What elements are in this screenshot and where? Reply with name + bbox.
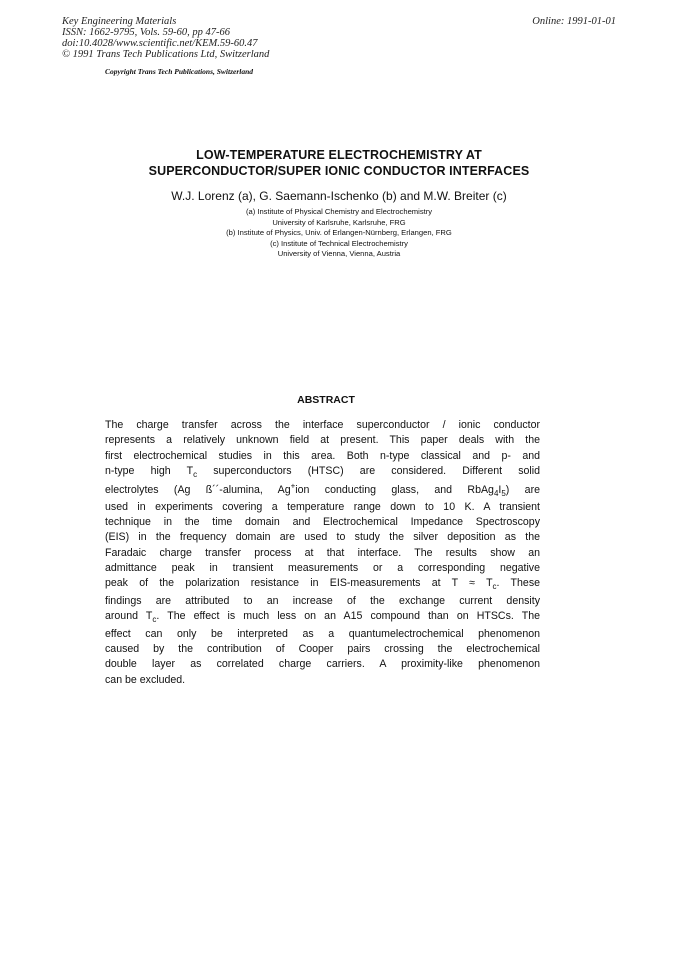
abstract-line: can be excluded.	[105, 673, 186, 686]
journal-header	[62, 16, 269, 60]
affiliation-line: University of Vienna, Vienna, Austria	[277, 249, 401, 258]
affiliation-line: University of Karlsruhe, Karlsruhe, FRG	[272, 217, 406, 227]
abstract-line: around $T_c$. The effect is much less on an A15 compound than on HTSCs. The	[105, 610, 541, 625]
abstract-body	[105, 418, 540, 688]
journal-name: Key Engineering Materials	[62, 16, 177, 27]
online-date: Online: 1991-01-01	[532, 16, 616, 27]
abstract-line: represents a relatively unknown field at present. This paper deals with the	[105, 434, 540, 447]
doi-line: doi:10.4028/www.scientific.net/KEM.59-60.47	[62, 38, 258, 49]
abstract-line: effect can only be interpreted as a quantumelectrochemical phenomenon	[105, 627, 540, 640]
abstract-line: admittance peak in transient measurements or a corresponding negative	[105, 562, 540, 575]
copyright-note: Copyright Trans Tech Publications, Switzerland	[105, 67, 254, 76]
authors: W.J. Lorenz (a), G. Saemann-Ischenko (b) and M.W. Breiter (c)	[171, 189, 507, 203]
abstract-line: electrolytes (Ag ß´´-alumina, Ag+ion conducting glass, and $RbAg_4I_5$) are	[105, 481, 540, 499]
abstract-heading: ABSTRACT	[297, 394, 355, 406]
abstract-line: n-type high $T_c$ superconductors (HTSC) are considered. Different solid	[105, 464, 541, 479]
abstract-line: caused by the contribution of Cooper pairs crossing the electrochemical	[105, 642, 540, 655]
abstract-line: peak of the polarization resistance in EIS-measurements at $T \approx T_c$. These	[105, 577, 541, 592]
title-line-2: SUPERCONDUCTOR/SUPER IONIC CONDUCTOR INTERFACES	[148, 164, 530, 178]
abstract-line: first electrochemical studies in this area. Both n-type classical and p- and	[105, 449, 540, 462]
affiliations	[0, 207, 678, 260]
abstract-line: (EIS) in the frequency domain are used to study the silver deposition as the	[105, 531, 540, 544]
abstract-line: used in experiments covering a temperature range down to 10 K. A transient	[105, 500, 540, 513]
abstract-line: The charge transfer across the interface superconductor / ionic conductor	[105, 419, 540, 431]
affiliation-line: (c) Institute of Technical Electrochemistry	[270, 238, 408, 248]
paper-title	[0, 147, 678, 179]
issn-line: ISSN: 1662-9795, Vols. 59-60, pp 47-66	[62, 27, 230, 38]
abstract-line: Faradaic charge transfer process at that interface. The results show an	[105, 546, 540, 559]
copyright-line: © 1991 Trans Tech Publications Ltd, Switzerland	[62, 49, 270, 60]
abstract-line: findings are attributed to an increase of the exchange current density	[105, 594, 540, 607]
abstract-line: technique in the time domain and Electrochemical Impedance Spectroscopy	[105, 516, 540, 529]
affiliation-line: (a) Institute of Physical Chemistry and Electrochemistry	[245, 207, 433, 216]
title-line-1: LOW-TEMPERATURE ELECTROCHEMISTRY AT	[196, 148, 482, 162]
affiliation-line: (b) Institute of Physics, Univ. of Erlangen-Nürnberg, Erlangen, FRG	[226, 228, 452, 237]
abstract-line: double layer as correlated charge carriers. A proximity-like phenomenon	[105, 658, 540, 671]
